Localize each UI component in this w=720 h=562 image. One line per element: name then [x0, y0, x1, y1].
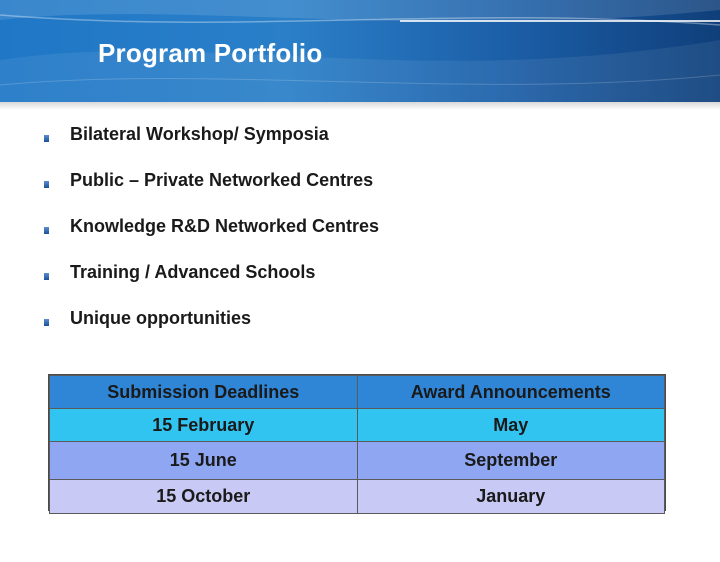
header-banner — [0, 0, 720, 104]
announcement-cell: May — [357, 409, 665, 442]
bullet-label: Training / Advanced Schools — [70, 262, 316, 282]
list-item — [44, 213, 684, 259]
list-item — [44, 167, 684, 213]
header-shadow — [0, 102, 720, 110]
announcement-cell: January — [357, 480, 665, 514]
column-header-announcements: Award Announcements — [357, 376, 665, 409]
list-item — [44, 259, 684, 305]
deadline-cell: 15 June — [50, 442, 358, 480]
bullet-icon — [44, 181, 49, 188]
deadline-cell: 15 February — [50, 409, 358, 442]
bullet-icon — [44, 227, 49, 234]
deadline-cell: 15 October — [50, 480, 358, 514]
table-row — [50, 409, 665, 442]
bullet-label: Knowledge R&D Networked Centres — [70, 216, 380, 236]
bullet-icon — [44, 273, 49, 280]
bullet-label: Unique opportunities — [70, 308, 251, 328]
table-header-row — [50, 376, 665, 409]
list-item — [44, 305, 684, 351]
bullet-label: Bilateral Workshop/ Symposia — [70, 124, 329, 144]
page-title: Program Portfolio — [98, 38, 323, 68]
deadlines-table — [48, 374, 666, 511]
announcement-cell: September — [357, 442, 665, 480]
table-row — [50, 442, 665, 480]
bullet-icon — [44, 135, 49, 142]
list-item — [44, 121, 684, 167]
bullet-icon — [44, 319, 49, 326]
bullet-list — [44, 121, 684, 351]
column-header-deadlines: Submission Deadlines — [50, 376, 358, 409]
bullet-label: Public – Private Networked Centres — [70, 170, 374, 190]
table-row — [50, 480, 665, 514]
